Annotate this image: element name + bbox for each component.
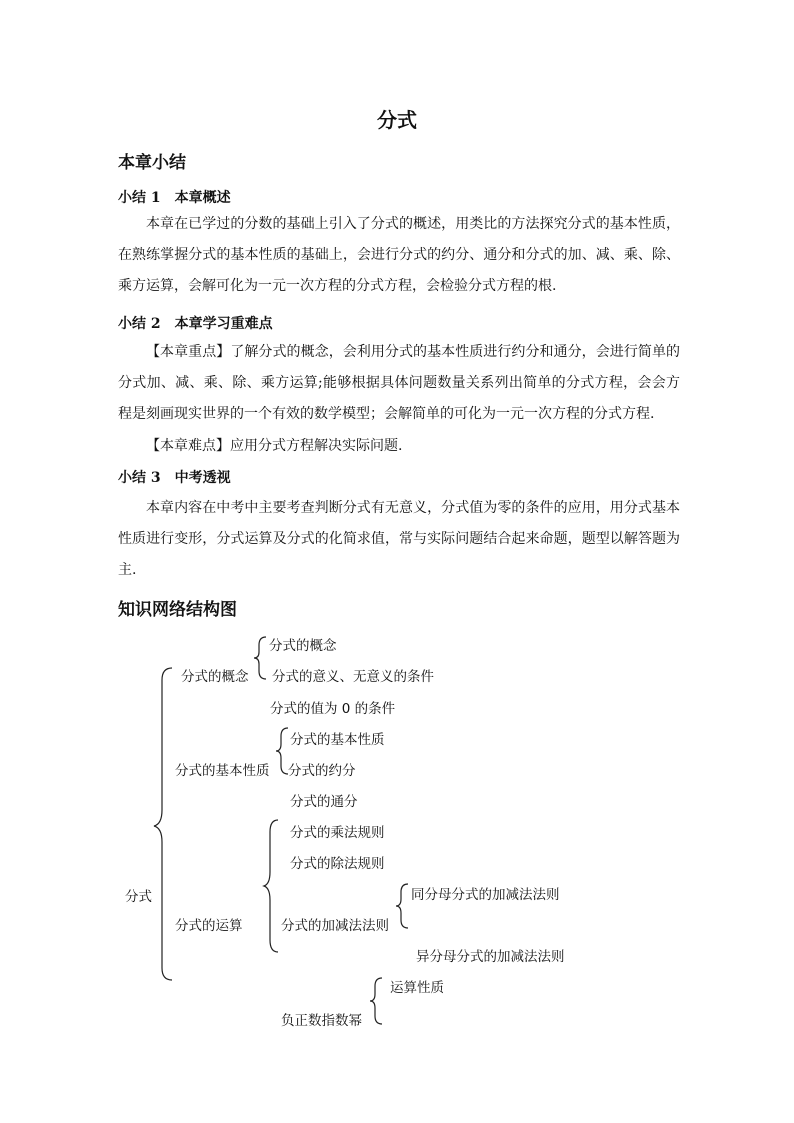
section-2-difficulties: 【本章难点】应用分式方程解决实际问题.	[146, 438, 403, 454]
section-3-heading: 小结 3 中考透视	[118, 470, 231, 486]
property-brace	[276, 728, 288, 774]
section-3-paragraph: 本章内容在中考中主要考查判断分式有无意义，分式值为零的条件的应用，用分式基本性质进行变形，分式运算及分式的化简求值，常与实际问题结合起来命题，题型以解答题为主.	[118, 500, 680, 578]
section-1-paragraph: 本章在已学过的分数的基础上引入了分式的概述，用类比的方法探究分式的基本性质，在熟练掌握分式的基本性质的基础上，会进行分式的约分、通分和分式的加、减、乘、除、乘方运算，会解可化为一元一次方程的分式方程，会检验分式方程的根.	[118, 216, 680, 294]
node-addsub-child-1: 同分母分式的加减法法则	[411, 887, 560, 903]
node-concept: 分式的概念	[181, 669, 249, 685]
node-property: 分式的基本性质	[175, 763, 270, 779]
network-heading: 知识网络结构图	[118, 600, 237, 620]
section-2-key-points: 【本章重点】了解分式的概念，会利用分式的基本性质进行约分和通分，会进行简单的分式加、减、乘、除、乘方运算;能够根据具体问题数量关系列出简单的分式方程，会会方程是刻画现实世界的一个有效的数学模型；会解简单的可化为一元一次方程的分式方程.	[118, 344, 680, 422]
node-concept-child-1: 分式的概念	[269, 638, 337, 654]
operation-brace	[264, 820, 278, 952]
node-addsub-extra: 异分母分式的加减法法则	[416, 949, 565, 965]
node-operation: 分式的运算	[175, 918, 243, 934]
node-concept-child-2: 分式的意义、无意义的条件	[272, 669, 434, 685]
page-title: 分式	[377, 108, 417, 132]
node-root: 分式	[125, 889, 152, 905]
root-brace	[154, 668, 172, 980]
exponent-brace	[370, 978, 382, 1024]
section-1-heading: 小结 1 本章概述	[118, 190, 231, 206]
summary-heading: 本章小结	[118, 153, 186, 173]
node-exponent-child-1: 运算性质	[390, 980, 444, 996]
section-2-heading: 小结 2 本章学习重难点	[118, 316, 273, 332]
node-property-child-2: 分式的约分	[288, 763, 356, 779]
addsub-brace	[396, 884, 408, 928]
node-operation-child-2: 分式的除法规则	[290, 856, 385, 872]
node-concept-extra: 分式的值为 0 的条件	[270, 701, 396, 717]
concept-brace	[254, 637, 266, 679]
node-addsub: 分式的加减法法则	[281, 918, 389, 934]
node-operation-child-1: 分式的乘法规则	[290, 825, 385, 841]
node-property-extra: 分式的通分	[290, 794, 358, 810]
node-exponent: 负正数指数幂	[281, 1013, 362, 1029]
node-property-child-1: 分式的基本性质	[290, 732, 385, 748]
